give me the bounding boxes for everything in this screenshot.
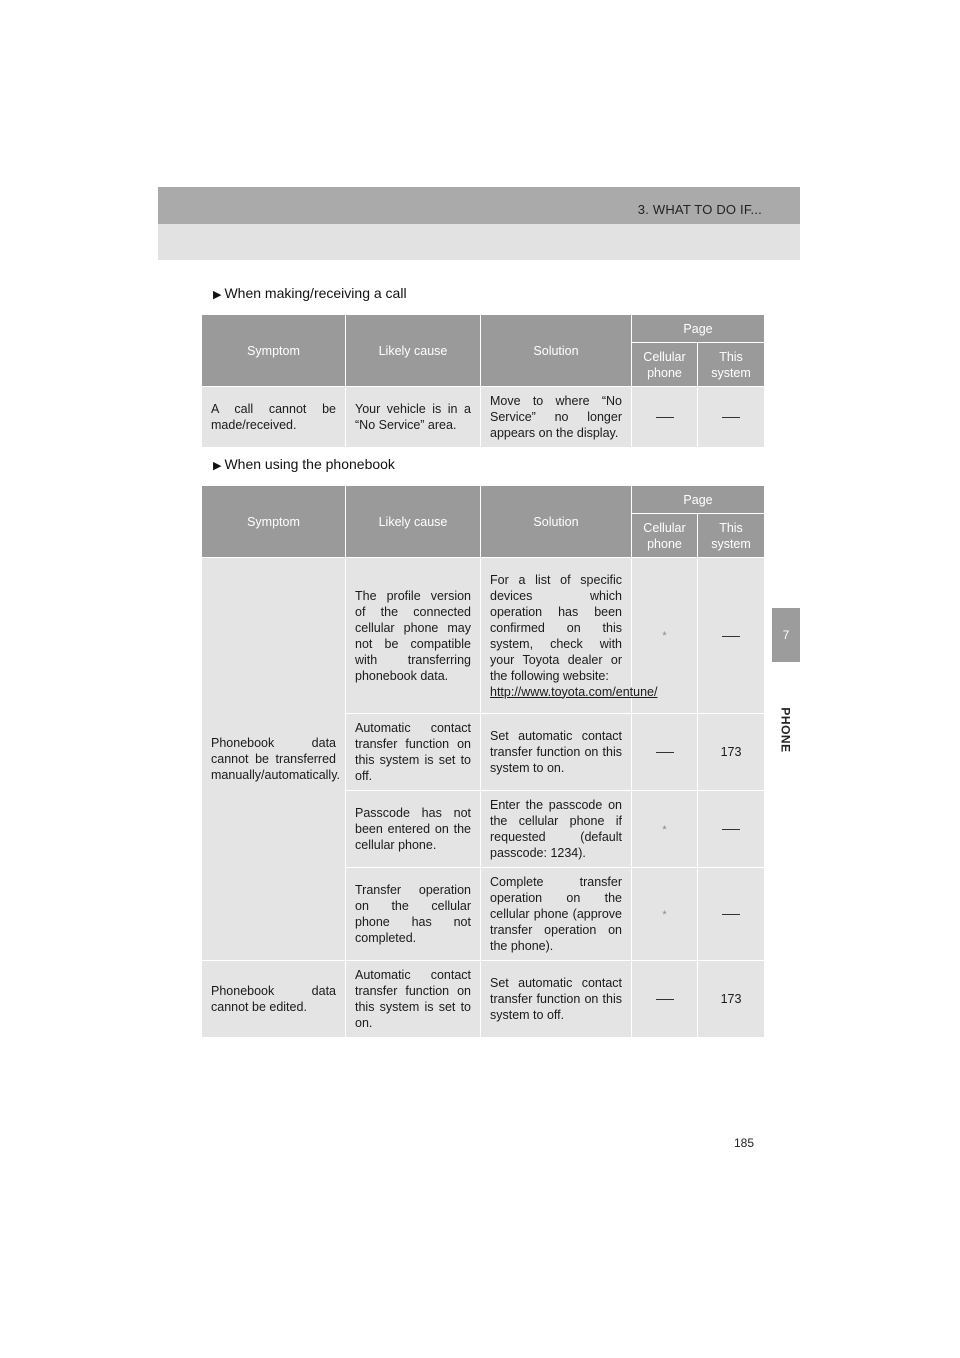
- asterisk-mark: *: [662, 823, 667, 836]
- header-symptom: Symptom: [202, 315, 346, 387]
- system-page-cell: 173: [698, 714, 765, 791]
- header-page: Page: [632, 315, 765, 343]
- header-likely-cause: Likely cause: [346, 486, 481, 558]
- cellular-page-cell: [632, 714, 698, 791]
- header-solution: Solution: [481, 486, 632, 558]
- triangle-bullet-icon: ▶: [213, 460, 222, 472]
- table-row: [202, 387, 765, 448]
- chapter-number: 7: [782, 628, 790, 642]
- solution-cell: Enter the passcode on the cellular phone if requested (default passcode: 1234).: [481, 791, 632, 868]
- triangle-bullet-icon: ▶: [213, 289, 222, 301]
- solution-cell: [481, 558, 658, 714]
- chapter-label: PHONE: [779, 707, 793, 753]
- cause-cell: Automatic contact transfer function on this system is set to on.: [346, 961, 481, 1038]
- cause-cell: The profile version of the connected cellular phone may not be compatible with transferring phonebook data.: [346, 558, 481, 714]
- subheading-phonebook-text: When using the phonebook: [224, 456, 395, 472]
- dash-mark: [656, 417, 674, 418]
- page-number: 185: [734, 1136, 755, 1150]
- cause-cell: Your vehicle is in a “No Service” area.: [346, 387, 481, 448]
- chapter-tab: [772, 608, 800, 662]
- subheading-phonebook: [213, 456, 395, 472]
- dash-mark: [722, 636, 740, 637]
- system-page-cell: [698, 387, 765, 448]
- symptom-cell: A call cannot be made/received.: [202, 387, 346, 448]
- header-cellular-phone: Cellular phone: [632, 343, 698, 387]
- table-row: [202, 961, 765, 1038]
- phonebook-troubleshooting-table: [201, 485, 765, 1038]
- cellular-page-cell: [632, 868, 698, 961]
- header-page: Page: [632, 486, 765, 514]
- table-row: [202, 558, 765, 714]
- system-page-cell: [698, 558, 765, 714]
- asterisk-mark: *: [662, 630, 667, 642]
- symptom-cell: Phonebook data cannot be transferred manually/automatically.: [202, 558, 346, 961]
- cause-cell: Transfer operation on the cellular phone has not completed.: [346, 868, 481, 961]
- dash-mark: [722, 829, 740, 830]
- system-page-cell: [698, 791, 765, 868]
- system-page-cell: 173: [698, 961, 765, 1038]
- solution-cell: Set automatic contact transfer function on this system to off.: [481, 961, 632, 1038]
- cause-cell: Passcode has not been entered on the cellular phone.: [346, 791, 481, 868]
- dash-mark: [656, 752, 674, 753]
- header-cellular-phone: Cellular phone: [632, 514, 698, 558]
- dash-mark: [722, 417, 740, 418]
- toyota-entune-link[interactable]: http://www.toyota.com/entune/: [490, 684, 658, 699]
- header-this-system: This system: [698, 514, 765, 558]
- cellular-page-cell: [632, 961, 698, 1038]
- solution-cell: Set automatic contact transfer function on this system to on.: [481, 714, 632, 791]
- subheading-call-text: When making/receiving a call: [224, 285, 407, 301]
- dash-mark: [722, 914, 740, 915]
- chapter-header-subbar: [158, 224, 800, 260]
- subheading-call: [213, 285, 407, 301]
- chapter-side-label: [773, 700, 799, 760]
- call-troubleshooting-table: [201, 314, 765, 448]
- header-likely-cause: Likely cause: [346, 315, 481, 387]
- section-title: 3. WHAT TO DO IF...: [637, 202, 762, 217]
- solution-text: For a list of specific devices which operation has been confirmed on this system, check with your Toyota dealer or the following website:: [490, 572, 622, 683]
- cellular-page-cell: [632, 387, 698, 448]
- cause-cell: Automatic contact transfer function on this system is set to off.: [346, 714, 481, 791]
- header-solution: Solution: [481, 315, 632, 387]
- dash-mark: [656, 999, 674, 1000]
- header-this-system: This system: [698, 343, 765, 387]
- cellular-page-cell: [632, 791, 698, 868]
- symptom-cell: Phonebook data cannot be edited.: [202, 961, 346, 1038]
- asterisk-mark: *: [662, 908, 667, 921]
- solution-cell: Move to where “No Service” no longer appears on the display.: [481, 387, 632, 448]
- chapter-header-bar: [158, 187, 800, 224]
- solution-cell: Complete transfer operation on the cellular phone (approve transfer operation on the phone).: [481, 868, 632, 961]
- header-symptom: Symptom: [202, 486, 346, 558]
- system-page-cell: [698, 868, 765, 961]
